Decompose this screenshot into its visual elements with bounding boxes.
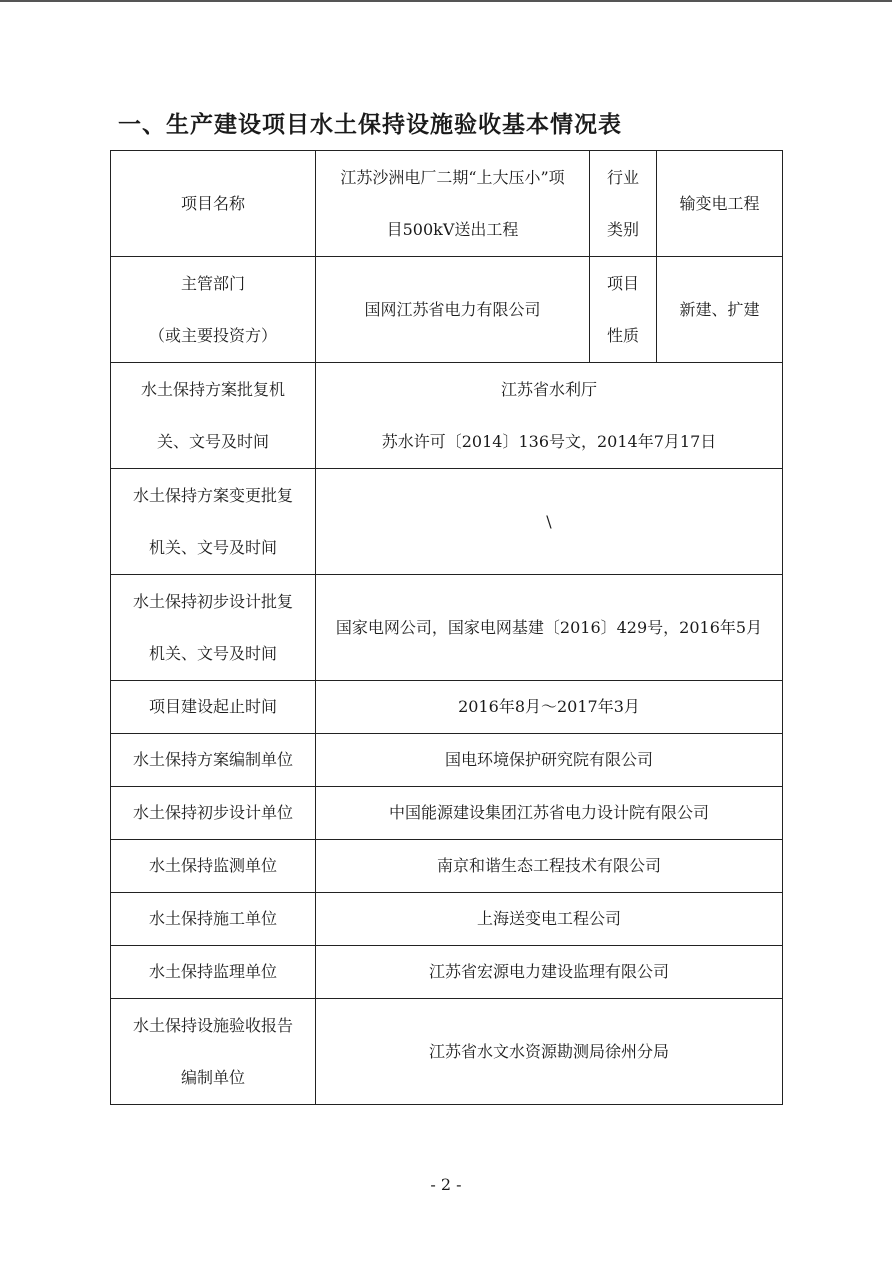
plan-approval-value [316,363,783,469]
plan-compiler-label: 水土保持方案编制单位 [111,734,316,787]
table-row [111,257,783,363]
plan-approval-value-line1: 江苏省水利厅 [500,379,597,399]
supervision-value: 江苏省宏源电力建设监理有限公司 [316,946,783,999]
plan-change-label [111,469,316,575]
dept-value: 国网江苏省电力有限公司 [316,257,590,363]
report-label-line2: 编制单位 [180,1067,245,1087]
table-row [111,893,783,946]
top-border-line [0,0,892,2]
period-label: 项目建设起止时间 [111,681,316,734]
table-row [111,469,783,575]
plan-approval-label-line2: 关、文号及时间 [156,431,269,451]
report-label-line1: 水土保持设施验收报告 [132,1015,293,1035]
plan-approval-label-line1: 水土保持方案批复机 [140,379,285,399]
project-name-value-line2: 目500kV送出工程 [386,219,519,239]
project-name-label: 项目名称 [111,151,316,257]
project-name-value-line1: 江苏沙洲电厂二期“上大压小”项 [340,167,565,187]
plan-change-label-line2: 机关、文号及时间 [148,537,277,557]
industry-value: 输变电工程 [657,151,783,257]
supervision-label: 水土保持监理单位 [111,946,316,999]
industry-label-line2: 类别 [606,219,639,239]
nature-label [590,257,657,363]
prelim-design-label-line2: 机关、文号及时间 [148,643,277,663]
nature-value: 新建、扩建 [657,257,783,363]
table-row [111,787,783,840]
construction-label: 水土保持施工单位 [111,893,316,946]
monitor-value: 南京和谐生态工程技术有限公司 [316,840,783,893]
nature-label-line2: 性质 [606,325,639,345]
industry-label [590,151,657,257]
design-unit-value: 中国能源建设集团江苏省电力设计院有限公司 [316,787,783,840]
table-row [111,681,783,734]
design-unit-label: 水土保持初步设计单位 [111,787,316,840]
plan-approval-value-line2: 苏水许可〔2014〕136号文，2014年7月17日 [381,431,717,451]
page-number: - 2 - [430,1175,462,1194]
table-row [111,840,783,893]
prelim-design-value: 国家电网公司，国家电网基建〔2016〕429号，2016年5月 [316,575,783,681]
industry-label-line1: 行业 [606,167,639,187]
plan-approval-label [111,363,316,469]
table-row [111,999,783,1105]
page-title: 一、生产建设项目水土保持设施验收基本情况表 [118,112,622,138]
table-row [111,363,783,469]
period-value: 2016年8月～2017年3月 [316,681,783,734]
basic-info-table [110,150,783,1105]
dept-label-line1: 主管部门 [180,273,245,293]
nature-label-line1: 项目 [606,273,639,293]
report-value: 江苏省水文水资源勘测局徐州分局 [316,999,783,1105]
plan-change-label-line1: 水土保持方案变更批复 [132,485,293,505]
dept-label [111,257,316,363]
table-row [111,946,783,999]
table-row [111,575,783,681]
dept-label-line2: （或主要投资方） [148,325,277,345]
monitor-label: 水土保持监测单位 [111,840,316,893]
table-row [111,734,783,787]
table-row [111,151,783,257]
prelim-design-label [111,575,316,681]
prelim-design-label-line1: 水土保持初步设计批复 [132,591,293,611]
plan-compiler-value: 国电环境保护研究院有限公司 [316,734,783,787]
project-name-value [316,151,590,257]
report-label [111,999,316,1105]
construction-value: 上海送变电工程公司 [316,893,783,946]
plan-change-value: \ [316,469,783,575]
